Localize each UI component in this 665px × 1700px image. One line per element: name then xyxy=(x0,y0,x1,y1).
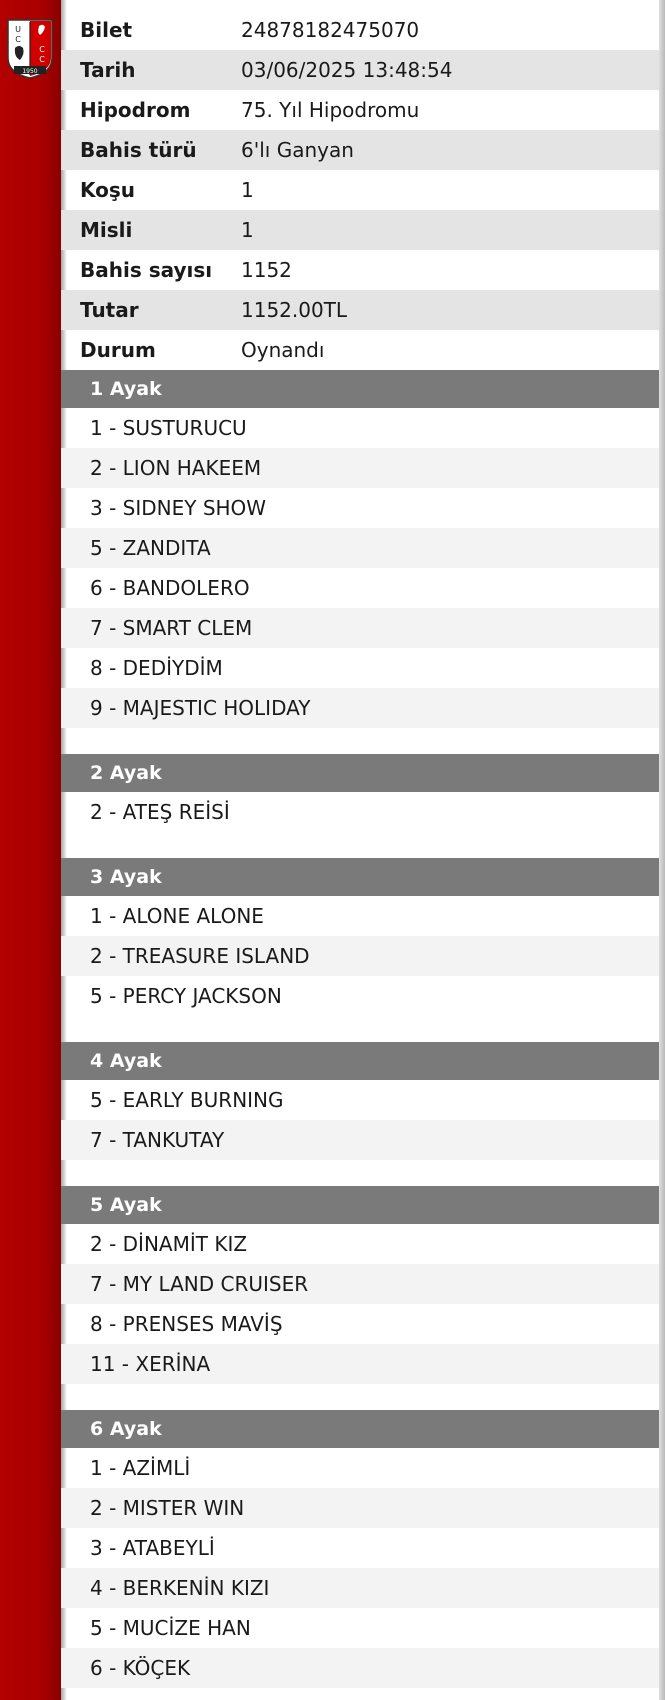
sidebar xyxy=(0,0,61,1700)
info-row xyxy=(61,290,659,330)
info-value: 1152 xyxy=(241,258,292,282)
leg-header: 3 Ayak xyxy=(61,858,659,896)
info-label: Bahis türü xyxy=(80,138,197,162)
horse-row: 7 - SMART CLEM xyxy=(61,608,659,648)
info-value: 1152.00TL xyxy=(241,298,348,322)
ticket-info-table xyxy=(61,10,659,370)
leg-gap xyxy=(61,832,659,858)
leg-gap xyxy=(61,1160,659,1186)
info-row xyxy=(61,210,659,250)
info-value: 1 xyxy=(241,178,254,202)
info-label: Bilet xyxy=(80,18,133,42)
info-value: Oynandı xyxy=(241,338,325,362)
info-label: Misli xyxy=(80,218,133,242)
info-value: 6'lı Ganyan xyxy=(241,138,354,162)
svg-text:U: U xyxy=(15,25,21,34)
horse-row: 1 - AZİMLİ xyxy=(90,1456,191,1480)
horse-row: 1 - SUSTURUCU xyxy=(90,416,247,440)
ticket-detail xyxy=(61,10,659,1688)
horse-row: 5 - MUCİZE HAN xyxy=(90,1616,251,1640)
right-edge xyxy=(659,0,665,1700)
horse-row: 9 - MAJESTIC HOLIDAY xyxy=(61,688,659,728)
info-row xyxy=(61,130,659,170)
info-value: 75. Yıl Hipodromu xyxy=(241,98,420,122)
info-value: 1 xyxy=(241,218,254,242)
leg-header: 1 Ayak xyxy=(61,370,659,408)
horse-row: 2 - LION HAKEEM xyxy=(61,448,659,488)
info-label: Tarih xyxy=(80,58,136,82)
info-label: Durum xyxy=(80,338,156,362)
horse-row: 6 - BANDOLERO xyxy=(90,576,250,600)
horse-row: 2 - MISTER WIN xyxy=(61,1488,659,1528)
info-value: 24878182475070 xyxy=(241,18,420,42)
horse-row: 8 - DEDİYDİM xyxy=(90,656,223,680)
horse-row: 8 - PRENSES MAVİŞ xyxy=(90,1312,283,1336)
horse-row: 6 - KÖÇEK xyxy=(61,1648,659,1688)
club-crest-logo xyxy=(5,18,55,80)
horse-row: 5 - PERCY JACKSON xyxy=(90,984,282,1008)
leg-header: 4 Ayak xyxy=(61,1042,659,1080)
leg-gap xyxy=(61,1016,659,1042)
info-row xyxy=(61,250,659,290)
info-label: Bahis sayısı xyxy=(80,258,213,282)
horse-row: 11 - XERİNA xyxy=(61,1344,659,1384)
info-value: 03/06/2025 13:48:54 xyxy=(241,58,453,82)
svg-text:1950: 1950 xyxy=(22,68,38,75)
leg-header: 2 Ayak xyxy=(61,754,659,792)
info-label: Tutar xyxy=(80,298,139,322)
info-label: Koşu xyxy=(80,178,136,202)
horse-row: 2 - DİNAMİT KIZ xyxy=(90,1232,248,1256)
svg-text:C: C xyxy=(15,35,21,44)
horse-row: 7 - MY LAND CRUISER xyxy=(61,1264,659,1304)
leg-gap xyxy=(61,728,659,754)
svg-text:C: C xyxy=(39,45,45,54)
leg-header: 5 Ayak xyxy=(61,1186,659,1224)
info-row xyxy=(61,10,659,50)
info-label: Hipodrom xyxy=(80,98,191,122)
horse-row: 2 - ATEŞ REİSİ xyxy=(90,800,230,824)
info-row xyxy=(61,90,659,130)
horse-row: 3 - ATABEYLİ xyxy=(90,1536,215,1560)
legs-list xyxy=(61,370,659,1688)
leg-gap xyxy=(61,1384,659,1410)
horse-row: 2 - TREASURE ISLAND xyxy=(61,936,659,976)
info-row xyxy=(61,50,659,90)
horse-row: 7 - TANKUTAY xyxy=(61,1120,659,1160)
horse-row: 1 - ALONE ALONE xyxy=(90,904,264,928)
info-row xyxy=(61,330,659,370)
leg-header: 6 Ayak xyxy=(61,1410,659,1448)
info-row xyxy=(61,170,659,210)
svg-text:C: C xyxy=(39,55,45,64)
horse-row: 4 - BERKENİN KIZI xyxy=(61,1568,659,1608)
horse-row: 3 - SIDNEY SHOW xyxy=(90,496,267,520)
horse-row: 5 - EARLY BURNING xyxy=(90,1088,284,1112)
horse-row: 5 - ZANDITA xyxy=(61,528,659,568)
